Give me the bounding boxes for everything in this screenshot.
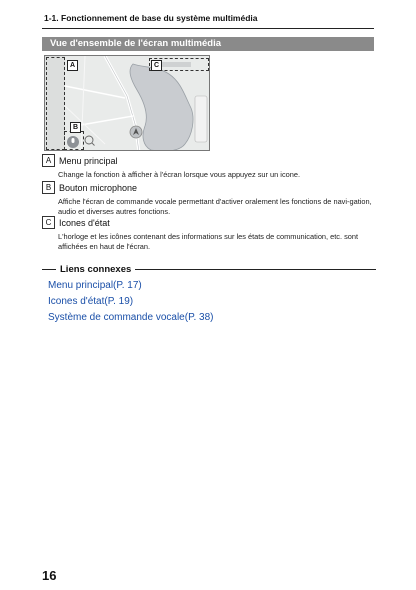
item-microphone-button (42, 181, 137, 194)
item-main-menu (42, 154, 118, 167)
item-title-status-icons: Icones d'état (59, 217, 110, 228)
related-links-title: Liens connexes (60, 263, 132, 275)
main-menu-area (46, 57, 65, 150)
item-letter-b: B (42, 181, 55, 194)
multimedia-screen-illustration (44, 55, 210, 151)
item-desc-main-menu: Change la fonction à afficher à l'écran lorsque vous appuyez sur un icone. (58, 170, 301, 179)
callout-c: C (151, 60, 162, 71)
related-links-heading (42, 262, 376, 276)
item-title-microphone-button: Bouton microphone (59, 182, 138, 193)
link-main-menu[interactable]: Menu principal(P. 17) (48, 280, 142, 291)
page-number: 16 (42, 568, 57, 583)
heading-rule-left (42, 269, 56, 270)
link-voice-command[interactable]: Système de commande vocale(P. 38) (48, 312, 214, 323)
item-letter-a: A (42, 154, 55, 167)
item-desc-microphone-button: Affiche l'écran de commande vocale permettant d'activer oralement les fonctions de navi-gation, audio et diverses autres fonctions. (58, 197, 372, 216)
item-desc-status-icons: L'horloge et les icônes contenant des informations sur les états de communication, etc. sont affichées en haut de l'écran. (58, 232, 359, 251)
item-status-icons (42, 216, 110, 229)
section-title: Vue d'ensemble de l'écran multimédia (42, 37, 374, 51)
callout-a: A (67, 60, 78, 71)
callout-b: B (70, 122, 81, 133)
link-status-icons[interactable]: Icones d'état(P. 19) (48, 296, 134, 307)
heading-rule-right (135, 269, 376, 270)
microphone-button-area (64, 131, 84, 150)
item-letter-c: C (42, 216, 55, 229)
item-title-main-menu: Menu principal (59, 155, 118, 166)
chapter-title: 1-1. Fonctionnement de base du système multimédia (44, 13, 258, 23)
header-rule (42, 28, 374, 29)
